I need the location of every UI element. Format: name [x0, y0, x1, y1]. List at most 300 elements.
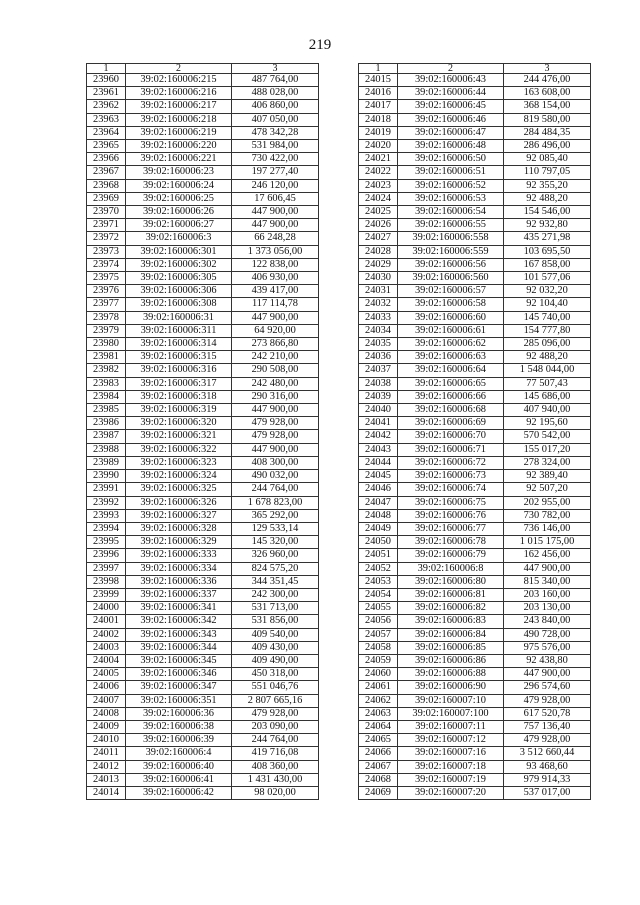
cadastral-number-cell: 39:02:160006:324 [126, 470, 232, 483]
table-row [359, 720, 591, 733]
table-row [87, 747, 319, 760]
row-number-cell: 24036 [359, 351, 398, 364]
row-number-cell: 23980 [87, 338, 126, 351]
cadastral-number-cell: 39:02:160006:319 [126, 404, 232, 417]
value-cell: 551 046,76 [232, 681, 319, 694]
row-number-cell: 23994 [87, 522, 126, 535]
value-cell: 93 468,60 [504, 760, 591, 773]
value-cell: 479 928,00 [504, 694, 591, 707]
row-number-cell: 24002 [87, 628, 126, 641]
table-row [87, 192, 319, 205]
row-number-cell: 23985 [87, 404, 126, 417]
row-number-cell: 23977 [87, 298, 126, 311]
value-cell: 92 032,20 [504, 285, 591, 298]
cadastral-number-cell: 39:02:160006:31 [126, 311, 232, 324]
row-number-cell: 24068 [359, 773, 398, 786]
value-cell: 447 900,00 [504, 562, 591, 575]
cadastral-number-cell: 39:02:160006:52 [398, 179, 504, 192]
value-cell: 290 316,00 [232, 390, 319, 403]
value-cell: 447 900,00 [504, 668, 591, 681]
value-cell: 117 114,78 [232, 298, 319, 311]
table-row [359, 113, 591, 126]
value-cell: 447 900,00 [232, 443, 319, 456]
row-number-cell: 23978 [87, 311, 126, 324]
value-cell: 447 900,00 [232, 311, 319, 324]
cadastral-number-cell: 39:02:160006:53 [398, 192, 504, 205]
row-number-cell: 24027 [359, 232, 398, 245]
row-number-cell: 24018 [359, 113, 398, 126]
cadastral-number-cell: 39:02:160006:80 [398, 575, 504, 588]
table-row [87, 298, 319, 311]
row-number-cell: 23976 [87, 285, 126, 298]
value-cell: 101 577,06 [504, 272, 591, 285]
table-row [87, 272, 319, 285]
row-number-cell: 23996 [87, 549, 126, 562]
table-row [359, 654, 591, 667]
column-header: 2 [398, 64, 504, 74]
cadastral-number-cell: 39:02:160006:343 [126, 628, 232, 641]
row-number-cell: 23969 [87, 192, 126, 205]
cadastral-number-cell: 39:02:160006:68 [398, 404, 504, 417]
row-number-cell: 24038 [359, 377, 398, 390]
value-cell: 435 271,98 [504, 232, 591, 245]
table-row [359, 298, 591, 311]
cadastral-number-cell: 39:02:160006:65 [398, 377, 504, 390]
row-number-cell: 24060 [359, 668, 398, 681]
row-number-cell: 23984 [87, 390, 126, 403]
column-header: 1 [87, 64, 126, 74]
cadastral-number-cell: 39:02:160006:336 [126, 575, 232, 588]
cadastral-number-cell: 39:02:160006:40 [126, 760, 232, 773]
row-number-cell: 24052 [359, 562, 398, 575]
row-number-cell: 24025 [359, 206, 398, 219]
table-row [87, 338, 319, 351]
cadastral-number-cell: 39:02:160006:64 [398, 364, 504, 377]
value-cell: 296 574,60 [504, 681, 591, 694]
row-number-cell: 23993 [87, 509, 126, 522]
row-number-cell: 24049 [359, 522, 398, 535]
table-row [87, 496, 319, 509]
value-cell: 419 716,08 [232, 747, 319, 760]
row-number-cell: 24017 [359, 100, 398, 113]
cadastral-number-cell: 39:02:160006:327 [126, 509, 232, 522]
cadastral-number-cell: 39:02:160006:326 [126, 496, 232, 509]
cadastral-number-cell: 39:02:160006:70 [398, 430, 504, 443]
cadastral-number-cell: 39:02:160006:72 [398, 456, 504, 469]
row-number-cell: 24010 [87, 734, 126, 747]
value-cell: 145 320,00 [232, 536, 319, 549]
table-row [87, 588, 319, 601]
row-number-cell: 24051 [359, 549, 398, 562]
row-number-cell: 23968 [87, 179, 126, 192]
row-number-cell: 24042 [359, 430, 398, 443]
table-row [87, 364, 319, 377]
table-row [87, 522, 319, 535]
cadastral-number-cell: 39:02:160006:78 [398, 536, 504, 549]
cadastral-number-cell: 39:02:160006:26 [126, 206, 232, 219]
column-header: 3 [504, 64, 591, 74]
table-row [87, 113, 319, 126]
cadastral-number-cell: 39:02:160006:328 [126, 522, 232, 535]
table-row [359, 588, 591, 601]
cadastral-number-cell: 39:02:160006:86 [398, 654, 504, 667]
table-row [87, 100, 319, 113]
value-cell: 92 104,40 [504, 298, 591, 311]
cadastral-number-cell: 39:02:160006:61 [398, 324, 504, 337]
value-cell: 162 456,00 [504, 549, 591, 562]
value-cell: 478 342,28 [232, 126, 319, 139]
value-cell: 242 480,00 [232, 377, 319, 390]
cadastral-number-cell: 39:02:160006:316 [126, 364, 232, 377]
value-cell: 145 740,00 [504, 311, 591, 324]
value-cell: 368 154,00 [504, 100, 591, 113]
row-number-cell: 24008 [87, 707, 126, 720]
cadastral-number-cell: 39:02:160006:329 [126, 536, 232, 549]
table-row [87, 536, 319, 549]
value-cell: 447 900,00 [232, 404, 319, 417]
row-number-cell: 23963 [87, 113, 126, 126]
cadastral-number-cell: 39:02:160006:56 [398, 258, 504, 271]
row-number-cell: 24044 [359, 456, 398, 469]
table-row [359, 522, 591, 535]
value-cell: 406 930,00 [232, 272, 319, 285]
row-number-cell: 23988 [87, 443, 126, 456]
value-cell: 406 860,00 [232, 100, 319, 113]
table-row [359, 87, 591, 100]
value-cell: 975 576,00 [504, 641, 591, 654]
table-row [87, 483, 319, 496]
table-row [359, 338, 591, 351]
table-row [359, 206, 591, 219]
row-number-cell: 24039 [359, 390, 398, 403]
table-row [359, 140, 591, 153]
value-cell: 154 546,00 [504, 206, 591, 219]
value-cell: 447 900,00 [232, 219, 319, 232]
row-number-cell: 23974 [87, 258, 126, 271]
row-number-cell: 23962 [87, 100, 126, 113]
value-cell: 407 050,00 [232, 113, 319, 126]
value-cell: 286 496,00 [504, 140, 591, 153]
row-number-cell: 24059 [359, 654, 398, 667]
table-row [359, 100, 591, 113]
table-row [359, 74, 591, 87]
value-cell: 145 686,00 [504, 390, 591, 403]
table-row [87, 786, 319, 799]
table-row [359, 641, 591, 654]
row-number-cell: 24028 [359, 245, 398, 258]
page-number: 219 [308, 37, 332, 53]
value-cell: 122 838,00 [232, 258, 319, 271]
row-number-cell: 24022 [359, 166, 398, 179]
value-cell: 326 960,00 [232, 549, 319, 562]
value-cell: 3 512 660,44 [504, 747, 591, 760]
cadastral-number-cell: 39:02:160006:48 [398, 140, 504, 153]
row-number-cell: 24058 [359, 641, 398, 654]
row-number-cell: 24019 [359, 126, 398, 139]
table-row [359, 615, 591, 628]
table-row [359, 166, 591, 179]
cadastral-number-cell: 39:02:160006:342 [126, 615, 232, 628]
cadastral-number-cell: 39:02:160006:38 [126, 720, 232, 733]
table-row [87, 74, 319, 87]
table-row [87, 232, 319, 245]
table-row [359, 681, 591, 694]
row-number-cell: 23997 [87, 562, 126, 575]
table-row [359, 443, 591, 456]
cadastral-number-cell: 39:02:160006:50 [398, 153, 504, 166]
value-cell: 92 488,20 [504, 351, 591, 364]
cadastral-number-cell: 39:02:160006:27 [126, 219, 232, 232]
table-row [359, 470, 591, 483]
value-cell: 408 360,00 [232, 760, 319, 773]
table-row [359, 773, 591, 786]
table-row [359, 390, 591, 403]
table-row [359, 351, 591, 364]
table-row [359, 126, 591, 139]
row-number-cell: 23979 [87, 324, 126, 337]
table-row [359, 404, 591, 417]
cadastral-number-cell: 39:02:160006:79 [398, 549, 504, 562]
cadastral-number-cell: 39:02:160006:42 [126, 786, 232, 799]
row-number-cell: 23983 [87, 377, 126, 390]
column-header: 1 [359, 64, 398, 74]
value-cell: 66 248,28 [232, 232, 319, 245]
table-row [359, 536, 591, 549]
value-cell: 531 856,00 [232, 615, 319, 628]
table-row [87, 668, 319, 681]
table-row [87, 443, 319, 456]
row-number-cell: 24015 [359, 74, 398, 87]
table-row [359, 456, 591, 469]
row-number-cell: 23970 [87, 206, 126, 219]
cadastral-number-cell: 39:02:160006:84 [398, 628, 504, 641]
table-row [359, 311, 591, 324]
row-number-cell: 24032 [359, 298, 398, 311]
row-number-cell: 24029 [359, 258, 398, 271]
value-cell: 1 548 044,00 [504, 364, 591, 377]
table-row [87, 140, 319, 153]
cadastral-number-cell: 39:02:160006:3 [126, 232, 232, 245]
table-row [87, 470, 319, 483]
cadastral-number-cell: 39:02:160006:322 [126, 443, 232, 456]
cadastral-number-cell: 39:02:160006:76 [398, 509, 504, 522]
value-cell: 242 300,00 [232, 588, 319, 601]
row-number-cell: 23998 [87, 575, 126, 588]
value-cell: 242 210,00 [232, 351, 319, 364]
row-number-cell: 23975 [87, 272, 126, 285]
value-cell: 488 028,00 [232, 87, 319, 100]
value-cell: 92 932,80 [504, 219, 591, 232]
table-row [359, 245, 591, 258]
value-cell: 531 713,00 [232, 602, 319, 615]
cadastral-number-cell: 39:02:160006:69 [398, 417, 504, 430]
table-row [87, 245, 319, 258]
cadastral-number-cell: 39:02:160006:216 [126, 87, 232, 100]
row-number-cell: 23966 [87, 153, 126, 166]
row-number-cell: 23989 [87, 456, 126, 469]
row-number-cell: 24045 [359, 470, 398, 483]
row-number-cell: 24056 [359, 615, 398, 628]
value-cell: 757 136,40 [504, 720, 591, 733]
row-number-cell: 23972 [87, 232, 126, 245]
row-number-cell: 24065 [359, 734, 398, 747]
cadastral-number-cell: 39:02:160006:337 [126, 588, 232, 601]
table-row [359, 575, 591, 588]
table-row [87, 562, 319, 575]
row-number-cell: 24063 [359, 707, 398, 720]
row-number-cell: 24053 [359, 575, 398, 588]
cadastral-number-cell: 39:02:160006:83 [398, 615, 504, 628]
value-cell: 273 866,80 [232, 338, 319, 351]
row-number-cell: 24007 [87, 694, 126, 707]
row-number-cell: 24040 [359, 404, 398, 417]
value-cell: 77 507,43 [504, 377, 591, 390]
value-cell: 92 085,40 [504, 153, 591, 166]
value-cell: 92 507,20 [504, 483, 591, 496]
value-cell: 244 764,00 [232, 734, 319, 747]
row-number-cell: 23995 [87, 536, 126, 549]
row-number-cell: 24013 [87, 773, 126, 786]
cadastral-number-cell: 39:02:160007:19 [398, 773, 504, 786]
table-row [359, 232, 591, 245]
row-number-cell: 23982 [87, 364, 126, 377]
row-number-cell: 24067 [359, 760, 398, 773]
row-number-cell: 24035 [359, 338, 398, 351]
value-cell: 64 920,00 [232, 324, 319, 337]
table-row [359, 694, 591, 707]
cadastral-number-cell: 39:02:160007:20 [398, 786, 504, 799]
value-cell: 365 292,00 [232, 509, 319, 522]
value-cell: 819 580,00 [504, 113, 591, 126]
row-number-cell: 24024 [359, 192, 398, 205]
value-cell: 163 608,00 [504, 87, 591, 100]
table-row [87, 654, 319, 667]
cadastral-number-cell: 39:02:160006:346 [126, 668, 232, 681]
row-number-cell: 23981 [87, 351, 126, 364]
table-row [87, 126, 319, 139]
cadastral-number-cell: 39:02:160006:90 [398, 681, 504, 694]
row-number-cell: 23967 [87, 166, 126, 179]
cadastral-number-cell: 39:02:160006:306 [126, 285, 232, 298]
value-cell: 409 430,00 [232, 641, 319, 654]
cadastral-number-cell: 39:02:160006:344 [126, 641, 232, 654]
row-number-cell: 23965 [87, 140, 126, 153]
row-number-cell: 24016 [359, 87, 398, 100]
row-number-cell: 23964 [87, 126, 126, 139]
table-row [87, 549, 319, 562]
table-row [87, 153, 319, 166]
cadastral-number-cell: 39:02:160006:305 [126, 272, 232, 285]
cadastral-number-cell: 39:02:160006:44 [398, 87, 504, 100]
value-cell: 407 940,00 [504, 404, 591, 417]
cadastral-number-cell: 39:02:160006:323 [126, 456, 232, 469]
value-cell: 92 438,80 [504, 654, 591, 667]
row-number-cell: 24026 [359, 219, 398, 232]
row-number-cell: 24003 [87, 641, 126, 654]
table-row [87, 311, 319, 324]
cadastral-number-cell: 39:02:160006:219 [126, 126, 232, 139]
row-number-cell: 24009 [87, 720, 126, 733]
row-number-cell: 24055 [359, 602, 398, 615]
value-cell: 490 032,00 [232, 470, 319, 483]
cadastral-number-cell: 39:02:160006:63 [398, 351, 504, 364]
cadastral-number-cell: 39:02:160006:321 [126, 430, 232, 443]
table-row [87, 377, 319, 390]
value-cell: 537 017,00 [504, 786, 591, 799]
value-cell: 203 160,00 [504, 588, 591, 601]
cadastral-number-cell: 39:02:160006:347 [126, 681, 232, 694]
row-number-cell: 24023 [359, 179, 398, 192]
row-number-cell: 24005 [87, 668, 126, 681]
cadastral-number-cell: 39:02:160006:82 [398, 602, 504, 615]
value-cell: 243 840,00 [504, 615, 591, 628]
row-number-cell: 24041 [359, 417, 398, 430]
cadastral-number-cell: 39:02:160007:11 [398, 720, 504, 733]
table-row [359, 285, 591, 298]
cadastral-number-cell: 39:02:160007:12 [398, 734, 504, 747]
row-number-cell: 24004 [87, 654, 126, 667]
row-number-cell: 24057 [359, 628, 398, 641]
value-cell: 450 318,00 [232, 668, 319, 681]
table-row [359, 377, 591, 390]
cadastral-number-cell: 39:02:160006:308 [126, 298, 232, 311]
row-number-cell: 24037 [359, 364, 398, 377]
cadastral-number-cell: 39:02:160006:36 [126, 707, 232, 720]
table-row [359, 760, 591, 773]
table-row [87, 456, 319, 469]
cadastral-number-cell: 39:02:160006:73 [398, 470, 504, 483]
value-cell: 1 373 056,00 [232, 245, 319, 258]
value-cell: 197 277,40 [232, 166, 319, 179]
table-row [87, 628, 319, 641]
table-row [87, 681, 319, 694]
cadastral-number-cell: 39:02:160006:47 [398, 126, 504, 139]
table-row [359, 192, 591, 205]
value-cell: 246 120,00 [232, 179, 319, 192]
row-number-cell: 24014 [87, 786, 126, 799]
value-cell: 290 508,00 [232, 364, 319, 377]
table-row [87, 615, 319, 628]
value-cell: 244 476,00 [504, 74, 591, 87]
row-number-cell: 23999 [87, 588, 126, 601]
cadastral-number-cell: 39:02:160006:60 [398, 311, 504, 324]
table-row [87, 324, 319, 337]
cadastral-number-cell: 39:02:160007:18 [398, 760, 504, 773]
row-number-cell: 23961 [87, 87, 126, 100]
table-row [87, 707, 319, 720]
value-cell: 979 914,33 [504, 773, 591, 786]
cadastral-number-cell: 39:02:160006:217 [126, 100, 232, 113]
row-number-cell: 24064 [359, 720, 398, 733]
cadastral-number-cell: 39:02:160006:43 [398, 74, 504, 87]
row-number-cell: 24001 [87, 615, 126, 628]
table-row [359, 219, 591, 232]
table-row [359, 786, 591, 799]
table-row [359, 668, 591, 681]
registry-table-right [358, 63, 591, 800]
cadastral-number-cell: 39:02:160006:559 [398, 245, 504, 258]
table-row [87, 166, 319, 179]
table-row [87, 575, 319, 588]
table-row [359, 707, 591, 720]
value-cell: 110 797,05 [504, 166, 591, 179]
cadastral-number-cell: 39:02:160006:320 [126, 417, 232, 430]
value-cell: 570 542,00 [504, 430, 591, 443]
value-cell: 479 928,00 [232, 430, 319, 443]
value-cell: 278 324,00 [504, 456, 591, 469]
table-row [359, 417, 591, 430]
column-header: 2 [126, 64, 232, 74]
